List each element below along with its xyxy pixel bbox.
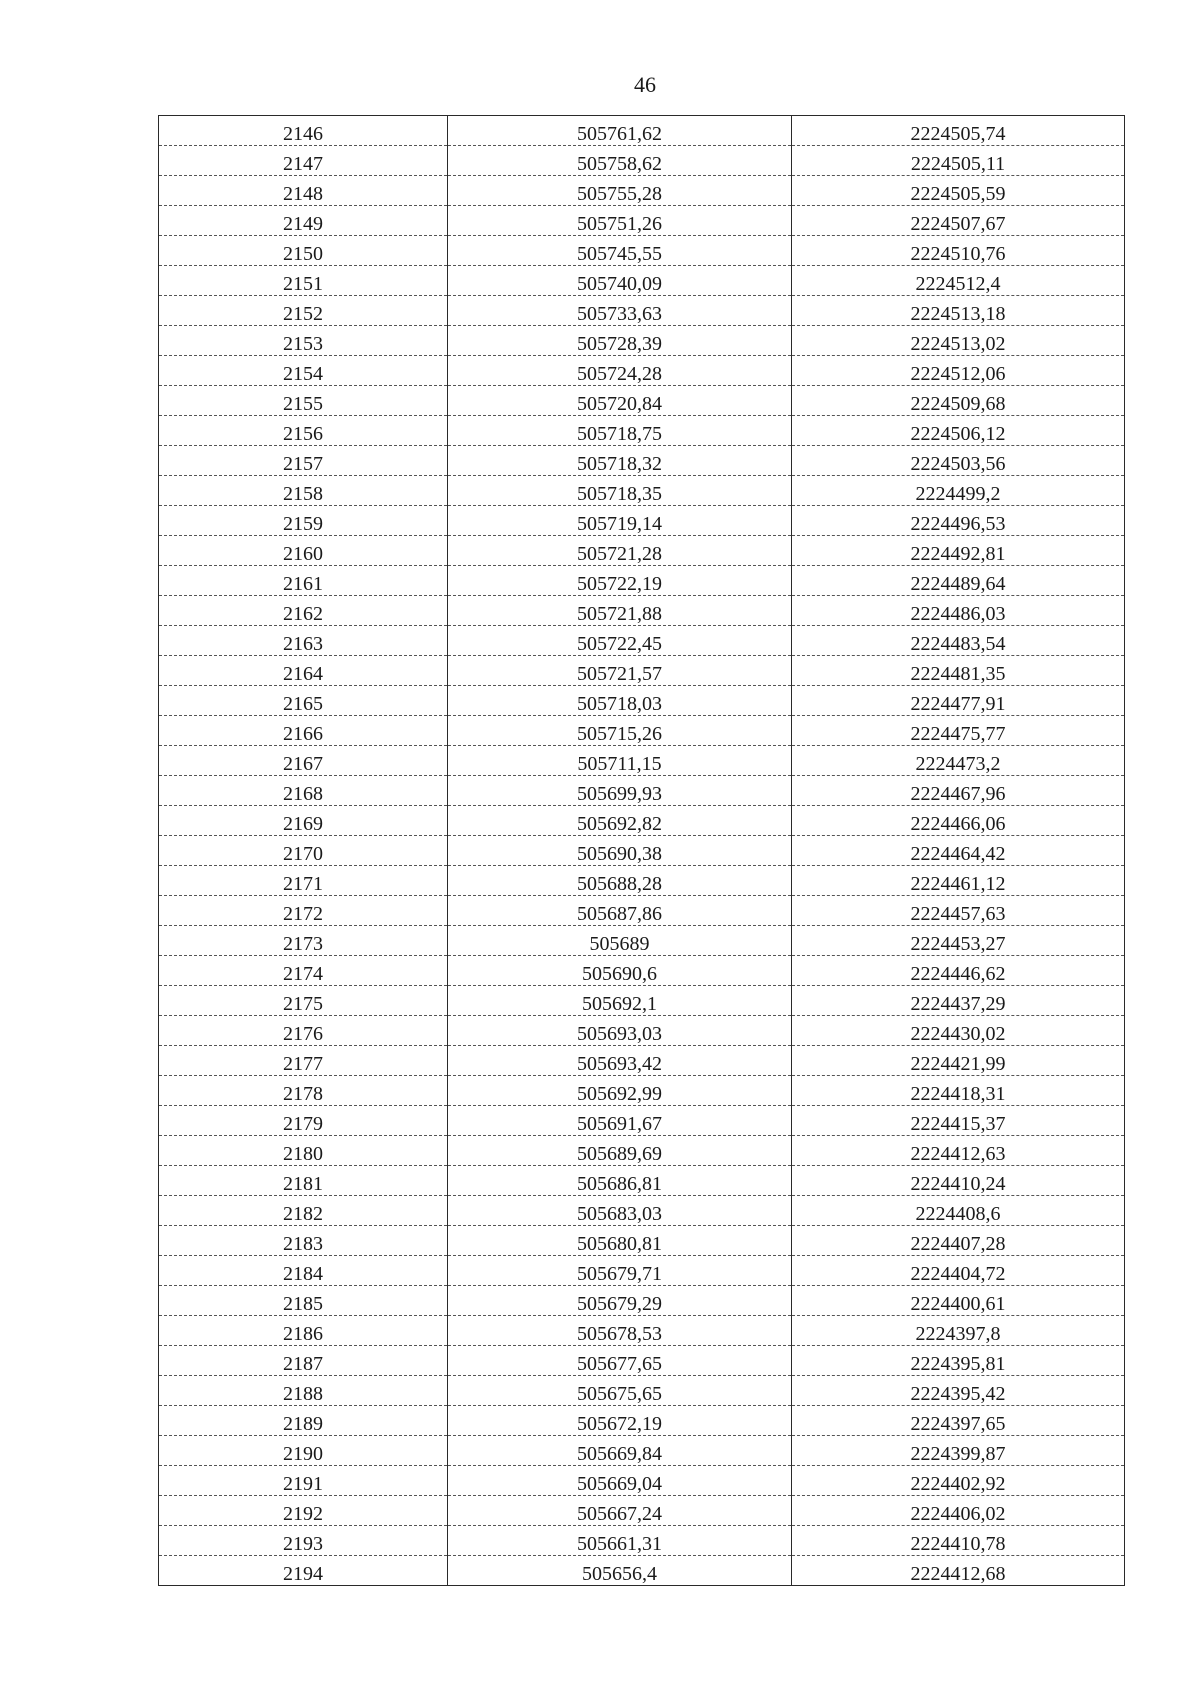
table-row (159, 1046, 1125, 1076)
x-coordinate-cell: 505721,57 (448, 656, 792, 686)
table-row (159, 656, 1125, 686)
table-row (159, 206, 1125, 236)
x-coordinate-cell: 505686,81 (448, 1166, 792, 1196)
point-number-cell: 2147 (159, 146, 448, 176)
y-coordinate-cell: 2224475,77 (792, 716, 1125, 746)
point-number-cell: 2152 (159, 296, 448, 326)
x-coordinate-cell: 505715,26 (448, 716, 792, 746)
x-coordinate-cell: 505722,45 (448, 626, 792, 656)
y-coordinate-cell: 2224446,62 (792, 956, 1125, 986)
y-coordinate-cell: 2224457,63 (792, 896, 1125, 926)
y-coordinate-cell: 2224410,78 (792, 1526, 1125, 1556)
y-coordinate-cell: 2224400,61 (792, 1286, 1125, 1316)
table-row (159, 806, 1125, 836)
table-row (159, 386, 1125, 416)
table-row (159, 836, 1125, 866)
point-number-cell: 2168 (159, 776, 448, 806)
point-number-cell: 2146 (159, 116, 448, 146)
point-number-cell: 2160 (159, 536, 448, 566)
table-row (159, 1016, 1125, 1046)
y-coordinate-cell: 2224496,53 (792, 506, 1125, 536)
table-row (159, 1466, 1125, 1496)
x-coordinate-cell: 505755,28 (448, 176, 792, 206)
point-number-cell: 2173 (159, 926, 448, 956)
y-coordinate-cell: 2224512,06 (792, 356, 1125, 386)
table-row (159, 716, 1125, 746)
x-coordinate-cell: 505718,03 (448, 686, 792, 716)
table-row (159, 596, 1125, 626)
x-coordinate-cell: 505724,28 (448, 356, 792, 386)
x-coordinate-cell: 505690,6 (448, 956, 792, 986)
point-number-cell: 2190 (159, 1436, 448, 1466)
x-coordinate-cell: 505690,38 (448, 836, 792, 866)
y-coordinate-cell: 2224461,12 (792, 866, 1125, 896)
y-coordinate-cell: 2224412,63 (792, 1136, 1125, 1166)
y-coordinate-cell: 2224415,37 (792, 1106, 1125, 1136)
table-row (159, 1256, 1125, 1286)
table-row (159, 566, 1125, 596)
point-number-cell: 2163 (159, 626, 448, 656)
y-coordinate-cell: 2224404,72 (792, 1256, 1125, 1286)
point-number-cell: 2192 (159, 1496, 448, 1526)
table-row (159, 896, 1125, 926)
x-coordinate-cell: 505678,53 (448, 1316, 792, 1346)
y-coordinate-cell: 2224421,99 (792, 1046, 1125, 1076)
y-coordinate-cell: 2224402,92 (792, 1466, 1125, 1496)
table-row (159, 536, 1125, 566)
y-coordinate-cell: 2224481,35 (792, 656, 1125, 686)
table-row (159, 116, 1125, 146)
x-coordinate-cell: 505733,63 (448, 296, 792, 326)
y-coordinate-cell: 2224505,59 (792, 176, 1125, 206)
table-row (159, 236, 1125, 266)
x-coordinate-cell: 505692,1 (448, 986, 792, 1016)
table-row (159, 746, 1125, 776)
point-number-cell: 2155 (159, 386, 448, 416)
x-coordinate-cell: 505721,28 (448, 536, 792, 566)
point-number-cell: 2186 (159, 1316, 448, 1346)
x-coordinate-cell: 505722,19 (448, 566, 792, 596)
point-number-cell: 2166 (159, 716, 448, 746)
y-coordinate-cell: 2224510,76 (792, 236, 1125, 266)
x-coordinate-cell: 505689 (448, 926, 792, 956)
x-coordinate-cell: 505661,31 (448, 1526, 792, 1556)
y-coordinate-cell: 2224473,2 (792, 746, 1125, 776)
x-coordinate-cell: 505718,35 (448, 476, 792, 506)
x-coordinate-cell: 505672,19 (448, 1406, 792, 1436)
x-coordinate-cell: 505689,69 (448, 1136, 792, 1166)
table-row (159, 476, 1125, 506)
table-row (159, 926, 1125, 956)
table-row (159, 776, 1125, 806)
point-number-cell: 2158 (159, 476, 448, 506)
table-row (159, 1346, 1125, 1376)
y-coordinate-cell: 2224408,6 (792, 1196, 1125, 1226)
point-number-cell: 2153 (159, 326, 448, 356)
point-number-cell: 2174 (159, 956, 448, 986)
point-number-cell: 2169 (159, 806, 448, 836)
x-coordinate-cell: 505675,65 (448, 1376, 792, 1406)
table-row (159, 296, 1125, 326)
y-coordinate-cell: 2224407,28 (792, 1226, 1125, 1256)
table-row (159, 1196, 1125, 1226)
table-row (159, 956, 1125, 986)
y-coordinate-cell: 2224513,18 (792, 296, 1125, 326)
point-number-cell: 2149 (159, 206, 448, 236)
x-coordinate-cell: 505691,67 (448, 1106, 792, 1136)
table-row (159, 986, 1125, 1016)
point-number-cell: 2162 (159, 596, 448, 626)
point-number-cell: 2148 (159, 176, 448, 206)
x-coordinate-cell: 505680,81 (448, 1226, 792, 1256)
point-number-cell: 2154 (159, 356, 448, 386)
point-number-cell: 2191 (159, 1466, 448, 1496)
x-coordinate-cell: 505745,55 (448, 236, 792, 266)
y-coordinate-cell: 2224486,03 (792, 596, 1125, 626)
point-number-cell: 2184 (159, 1256, 448, 1286)
point-number-cell: 2165 (159, 686, 448, 716)
y-coordinate-cell: 2224410,24 (792, 1166, 1125, 1196)
point-number-cell: 2193 (159, 1526, 448, 1556)
point-number-cell: 2177 (159, 1046, 448, 1076)
point-number-cell: 2170 (159, 836, 448, 866)
x-coordinate-cell: 505721,88 (448, 596, 792, 626)
table-row (159, 356, 1125, 386)
table-row (159, 1076, 1125, 1106)
point-number-cell: 2167 (159, 746, 448, 776)
point-number-cell: 2164 (159, 656, 448, 686)
y-coordinate-cell: 2224499,2 (792, 476, 1125, 506)
point-number-cell: 2172 (159, 896, 448, 926)
y-coordinate-cell: 2224512,4 (792, 266, 1125, 296)
point-number-cell: 2189 (159, 1406, 448, 1436)
point-number-cell: 2194 (159, 1556, 448, 1586)
y-coordinate-cell: 2224483,54 (792, 626, 1125, 656)
x-coordinate-cell: 505669,84 (448, 1436, 792, 1466)
point-number-cell: 2185 (159, 1286, 448, 1316)
y-coordinate-cell: 2224418,31 (792, 1076, 1125, 1106)
table-row (159, 1556, 1125, 1586)
y-coordinate-cell: 2224453,27 (792, 926, 1125, 956)
x-coordinate-cell: 505679,71 (448, 1256, 792, 1286)
y-coordinate-cell: 2224464,42 (792, 836, 1125, 866)
x-coordinate-cell: 505683,03 (448, 1196, 792, 1226)
table-row (159, 1496, 1125, 1526)
y-coordinate-cell: 2224506,12 (792, 416, 1125, 446)
y-coordinate-cell: 2224395,81 (792, 1346, 1125, 1376)
x-coordinate-cell: 505693,03 (448, 1016, 792, 1046)
point-number-cell: 2179 (159, 1106, 448, 1136)
table-row (159, 1376, 1125, 1406)
y-coordinate-cell: 2224513,02 (792, 326, 1125, 356)
point-number-cell: 2181 (159, 1166, 448, 1196)
table-row (159, 866, 1125, 896)
table-row (159, 416, 1125, 446)
table-row (159, 1136, 1125, 1166)
point-number-cell: 2150 (159, 236, 448, 266)
table-row (159, 446, 1125, 476)
y-coordinate-cell: 2224406,02 (792, 1496, 1125, 1526)
table-row (159, 1436, 1125, 1466)
table-row (159, 176, 1125, 206)
y-coordinate-cell: 2224397,65 (792, 1406, 1125, 1436)
x-coordinate-cell: 505687,86 (448, 896, 792, 926)
x-coordinate-cell: 505667,24 (448, 1496, 792, 1526)
x-coordinate-cell: 505677,65 (448, 1346, 792, 1376)
point-number-cell: 2161 (159, 566, 448, 596)
page-number: 46 (634, 72, 656, 97)
point-number-cell: 2182 (159, 1196, 448, 1226)
x-coordinate-cell: 505669,04 (448, 1466, 792, 1496)
y-coordinate-cell: 2224505,74 (792, 116, 1125, 146)
table-row (159, 506, 1125, 536)
y-coordinate-cell: 2224397,8 (792, 1316, 1125, 1346)
y-coordinate-cell: 2224437,29 (792, 986, 1125, 1016)
coordinates-table (158, 115, 1125, 1586)
y-coordinate-cell: 2224430,02 (792, 1016, 1125, 1046)
x-coordinate-cell: 505728,39 (448, 326, 792, 356)
y-coordinate-cell: 2224466,06 (792, 806, 1125, 836)
table-row (159, 146, 1125, 176)
x-coordinate-cell: 505688,28 (448, 866, 792, 896)
x-coordinate-cell: 505699,93 (448, 776, 792, 806)
point-number-cell: 2156 (159, 416, 448, 446)
x-coordinate-cell: 505692,82 (448, 806, 792, 836)
table-row (159, 1106, 1125, 1136)
point-number-cell: 2183 (159, 1226, 448, 1256)
x-coordinate-cell: 505679,29 (448, 1286, 792, 1316)
x-coordinate-cell: 505720,84 (448, 386, 792, 416)
point-number-cell: 2175 (159, 986, 448, 1016)
x-coordinate-cell: 505751,26 (448, 206, 792, 236)
table-row (159, 686, 1125, 716)
table-row (159, 1286, 1125, 1316)
point-number-cell: 2157 (159, 446, 448, 476)
y-coordinate-cell: 2224505,11 (792, 146, 1125, 176)
x-coordinate-cell: 505719,14 (448, 506, 792, 536)
table-row (159, 326, 1125, 356)
point-number-cell: 2176 (159, 1016, 448, 1046)
table-row (159, 1316, 1125, 1346)
table-row (159, 1406, 1125, 1436)
y-coordinate-cell: 2224395,42 (792, 1376, 1125, 1406)
point-number-cell: 2178 (159, 1076, 448, 1106)
y-coordinate-cell: 2224467,96 (792, 776, 1125, 806)
x-coordinate-cell: 505718,32 (448, 446, 792, 476)
y-coordinate-cell: 2224489,64 (792, 566, 1125, 596)
x-coordinate-cell: 505656,4 (448, 1556, 792, 1586)
table-row (159, 1166, 1125, 1196)
x-coordinate-cell: 505740,09 (448, 266, 792, 296)
y-coordinate-cell: 2224507,67 (792, 206, 1125, 236)
table-row (159, 1526, 1125, 1556)
y-coordinate-cell: 2224477,91 (792, 686, 1125, 716)
x-coordinate-cell: 505761,62 (448, 116, 792, 146)
y-coordinate-cell: 2224399,87 (792, 1436, 1125, 1466)
table-row (159, 1226, 1125, 1256)
point-number-cell: 2188 (159, 1376, 448, 1406)
y-coordinate-cell: 2224503,56 (792, 446, 1125, 476)
coordinates-table-body (159, 116, 1125, 1586)
x-coordinate-cell: 505758,62 (448, 146, 792, 176)
table-row (159, 266, 1125, 296)
x-coordinate-cell: 505718,75 (448, 416, 792, 446)
point-number-cell: 2187 (159, 1346, 448, 1376)
y-coordinate-cell: 2224412,68 (792, 1556, 1125, 1586)
y-coordinate-cell: 2224492,81 (792, 536, 1125, 566)
point-number-cell: 2180 (159, 1136, 448, 1166)
point-number-cell: 2159 (159, 506, 448, 536)
x-coordinate-cell: 505692,99 (448, 1076, 792, 1106)
table-row (159, 626, 1125, 656)
x-coordinate-cell: 505693,42 (448, 1046, 792, 1076)
point-number-cell: 2171 (159, 866, 448, 896)
point-number-cell: 2151 (159, 266, 448, 296)
y-coordinate-cell: 2224509,68 (792, 386, 1125, 416)
x-coordinate-cell: 505711,15 (448, 746, 792, 776)
